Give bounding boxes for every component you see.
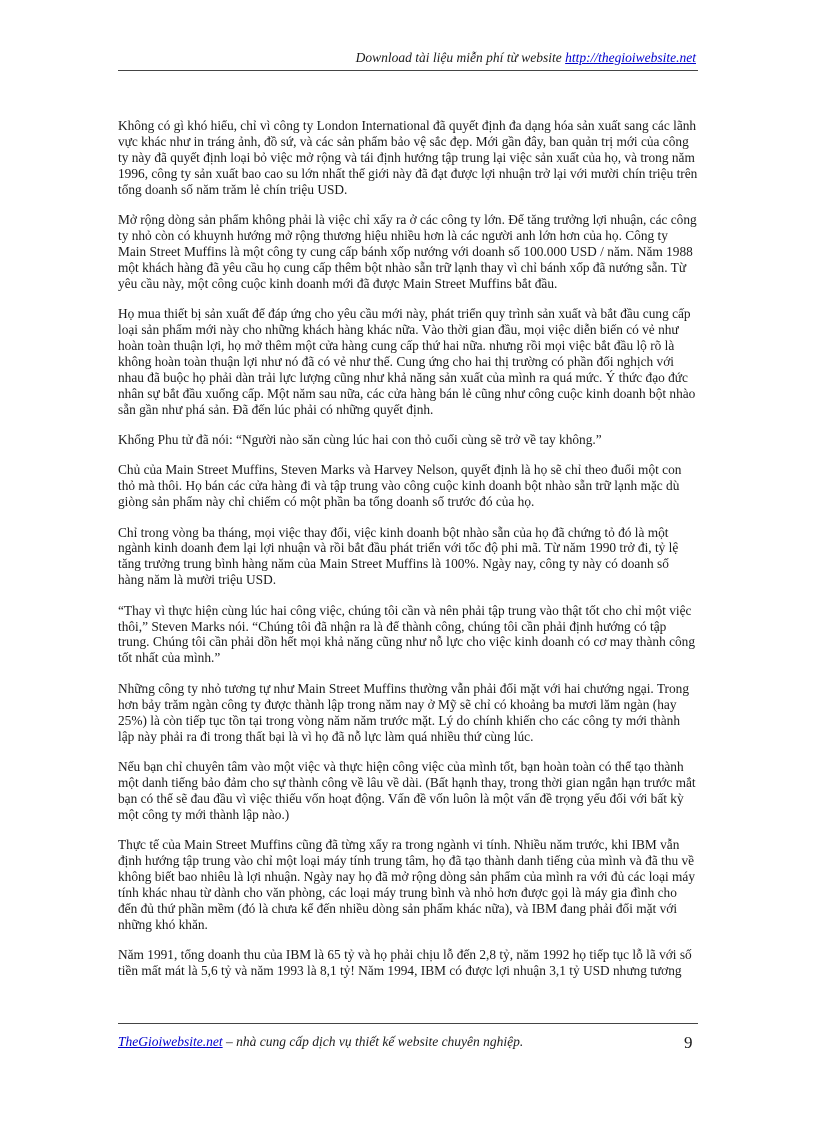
header-text: Download tài liệu miễn phí từ website (355, 50, 566, 65)
paragraph-2: Mở rộng dòng sản phẩm không phải là việc chỉ xẩy ra ở các công ty lớn. Để tăng trưởng lợi nhuận, các công ty nhỏ còn có khuynh hướng mở rộng thương hiệu nhiều hơn là các người anh lớn hơn của họ. Công ty Main Street Muffins là một công ty cung cấp bánh xốp nướng với doanh số 100.000 USD / năm. Năm 1988 một khách hàng đã yêu cầu họ cung cấp thêm bột nhào sẵn trữ lạnh thay vì chỉ bánh xốp đã nướng sẵn. Từ yêu cầu này, một công cuộc kinh doanh mới đã được Main Street Muffins bắt đầu. (118, 212, 697, 291)
footer-text: – nhà cung cấp dịch vụ thiết kế website chuyên nghiệp. (222, 1034, 524, 1049)
header-divider (118, 70, 698, 71)
paragraph-10: Thực tế của Main Street Muffins cũng đã từng xẩy ra trong ngành vi tính. Nhiều năm trước, khi IBM vẫn định hướng tập trung vào chỉ một loại máy tính trung tâm, họ đã tạo thành danh tiếng của mình và đã thu về không biết bao nhiêu là lợi nhuận. Ngày nay họ đã mở rộng dòng sản phẩm của mình ra với đủ các loại máy tính khác nhau từ dành cho văn phòng, các loại máy trung bình và nhỏ hơn được gọi là máy gia đình cho đến đủ thứ phần mềm (đó là chưa kể đến nhiều dòng sản phẩm khác nữa), và IBM đang phải đối mặt với những khó khăn. (118, 837, 696, 932)
page-footer (118, 1034, 523, 1050)
document-body (118, 118, 698, 993)
paragraph-3: Họ mua thiết bị sản xuất để đáp ứng cho yêu cầu mới này, phát triển quy trình sản xuất và bắt đầu cung cấp loại sản phẩm mới này cho những khách hàng khác nữa. Vào thời gian đầu, mọi việc diễn biến có vẻ như hoàn toàn thuận lợi, họ mở thêm một cửa hàng cung cấp thứ hai nữa. nhưng rồi mọi việc bắt đầu lộ rõ là không hoàn toàn thuận lợi như nó đã có vẻ như thế. Cung ứng cho hai thị trường có phần đối nghịch với nhau đã buộc họ phải dàn trải lực lượng cũng như khả năng sản xuất của mình ra quá mức. Ý thức đạo đức nhân sự bắt đầu xuống cấp. Một năm sau nữa, các cửa hàng bán lẻ cũng như công cuộc kinh doanh bột nhào sẵn gần như phá sản. Đã đến lúc phải có những quyết định. (118, 306, 696, 417)
footer-divider (118, 1023, 698, 1024)
paragraph-6: Chỉ trong vòng ba tháng, mọi việc thay đổi, việc kinh doanh bột nhào sẵn của họ đã chứng tỏ đó là một ngành kinh doanh đem lại lợi nhuận và rồi bắt đầu phát triển với tốc độ phi mã. Từ năm 1990 trở đi, tỷ lệ tăng trưởng trung bình hàng năm của Main Street Muffins là 100%. Ngày nay, công ty này có doanh số hàng năm là mười triệu USD. (118, 524, 679, 588)
paragraph-8: Những công ty nhỏ tương tự như Main Street Muffins thường vẫn phải đối mặt với hai chướng ngại. Trong hơn bảy trăm ngàn công ty được thành lập trong năm nay ở Mỹ sẽ chỉ có khoảng ba mươi lăm ngàn (hay 25%) là còn tiếp tục tồn tại trong vòng năm năm trước mặt. Lý do chính khiến cho các công ty mới thành lập này phải ra đi trong thất bại là vì họ đã nỗ lực làm quá nhiều thứ cùng lúc. (118, 680, 689, 744)
paragraph-4: Khổng Phu tử đã nói: “Người nào săn cùng lúc hai con thỏ cuối cùng sẽ trở về tay không.” (118, 431, 602, 447)
header-website-link[interactable]: http://thegioiwebsite.net (565, 50, 696, 65)
paragraph-5: Chủ của Main Street Muffins, Steven Marks và Harvey Nelson, quyết định là họ sẽ chỉ theo đuổi một con thỏ mà thôi. Họ bán các cửa hàng đi và tập trung vào công cuộc kinh doanh bột nhào sẵn trữ lạnh mặc dù giòng sản phẩm này chỉ chiếm có một phần ba tổng doanh số trước đó của họ. (118, 462, 682, 510)
page-number: 9 (684, 1033, 693, 1052)
footer-website-link[interactable]: TheGioiwebsite.net (118, 1034, 223, 1049)
paragraph-11: Năm 1991, tổng doanh thu của IBM là 65 tỷ và họ phải chịu lỗ đến 2,8 tỷ, năm 1992 họ tiếp tục lỗ lã với số tiền mất mát là 5,6 tỷ và năm 1993 là 8,1 tỷ! Năm 1994, IBM có được lợi nhuận 3,1 tỷ USD nhưng tương (118, 946, 692, 978)
paragraph-1: Không có gì khó hiểu, chỉ vì công ty London International đã quyết định đa dạng hóa sản xuất sang các lãnh vực khác như in tráng ảnh, đồ sứ, và các sản phẩm bảo vệ sắc đẹp. Mới gần đây, ban quản trị mới của công ty này đã quyết định loại bỏ việc mở rộng và tái định hướng tập trung lại việc sản xuất của họ, và trong năm 1996, công ty sản xuất bao cao su lớn nhất thế giới này đã đạt được lợi nhuận trở lại với mười chín triệu trên tổng doanh số năm trăm lẻ chín triệu USD. (118, 118, 698, 197)
paragraph-7: “Thay vì thực hiện cùng lúc hai công việc, chúng tôi cần và nên phải tập trung vào thật tốt cho chỉ một việc thôi,” Steven Marks nói. “Chúng tôi đã nhận ra là để thành công, chúng tôi cần phải định hướng có tập trung. Chúng tôi cần phải dồn hết mọi khả năng cũng như nỗ lực cho việc kinh doanh có cơ may thành công tốt nhất của mình.” (118, 602, 696, 666)
page-header (356, 50, 696, 66)
paragraph-9: Nếu bạn chỉ chuyên tâm vào một việc và thực hiện công việc của mình tốt, bạn hoàn toàn có thể tạo thành một danh tiếng bảo đảm cho sự thành công về lâu về dài. (Bất hạnh thay, trong thời gian ngắn hạn trước mắt bạn có thể sẽ đau đầu vì việc thiếu vốn hoạt động. Vấn đề vốn luôn là một vấn đề trọng yếu đối với bất kỳ một công ty mới thành lập nào.) (118, 758, 696, 822)
